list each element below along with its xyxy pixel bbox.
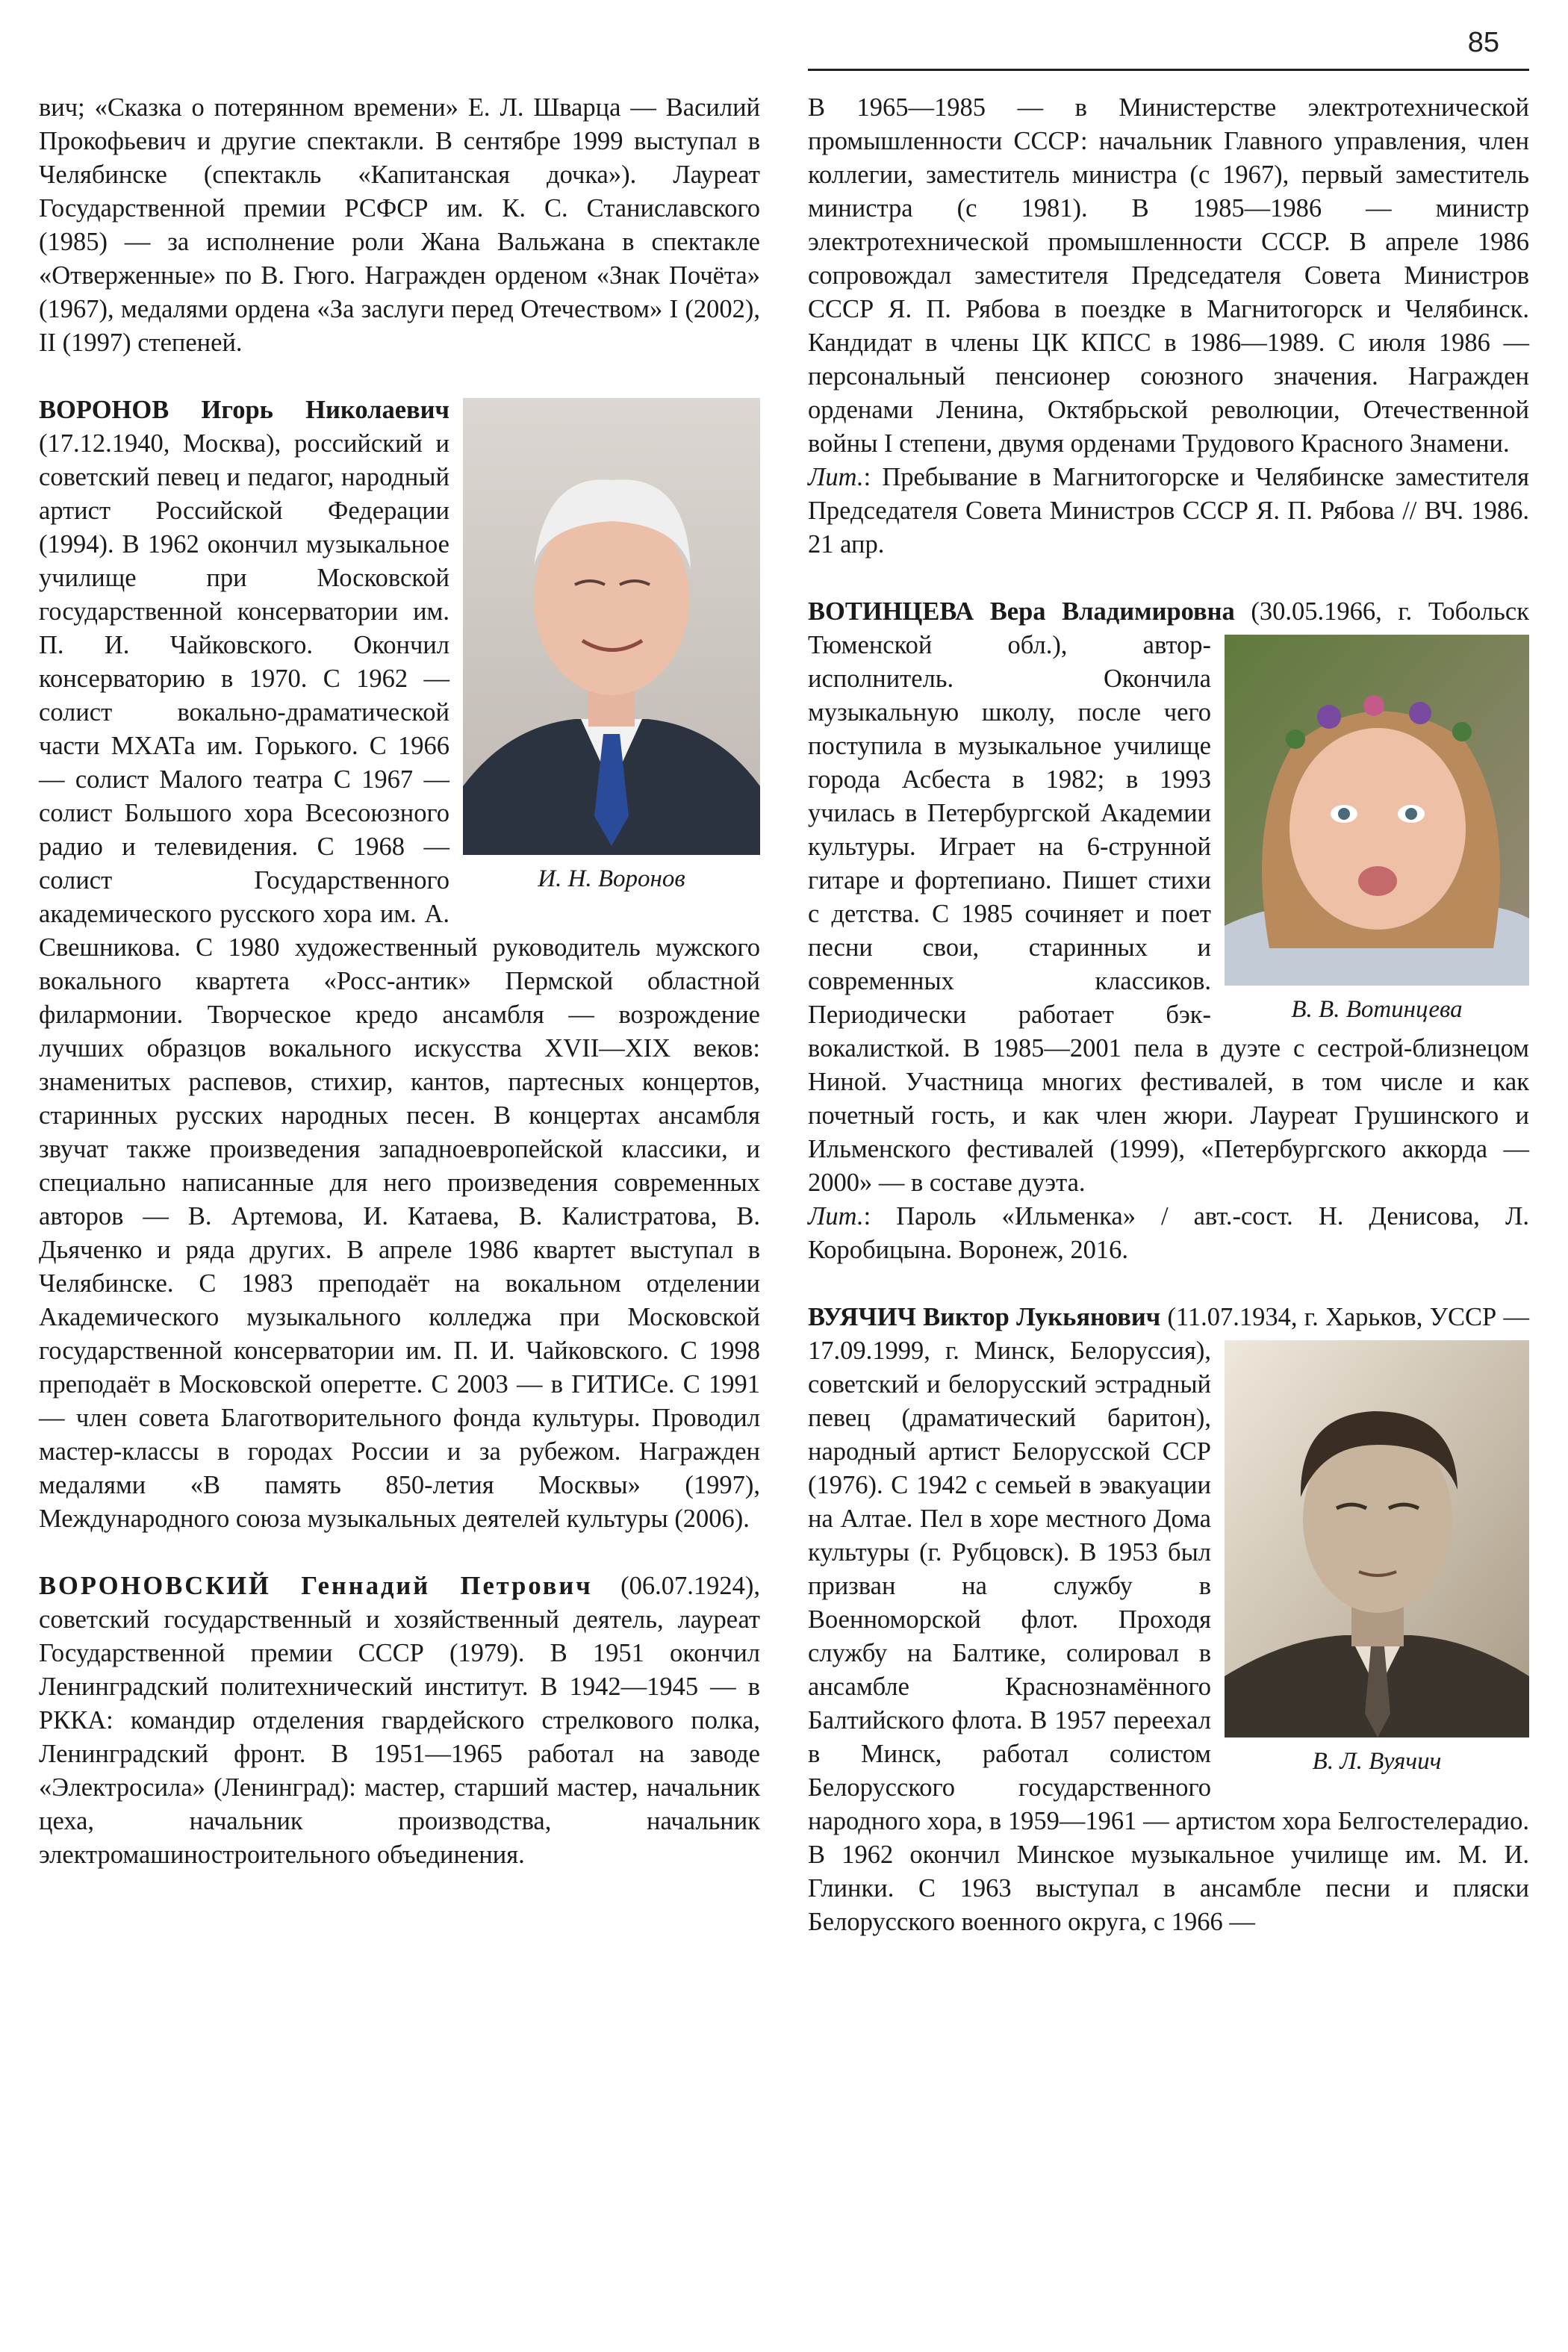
vuyachich-paragraph — [808, 1301, 1529, 1939]
caption-vuyachich: В. Л. Вуячич — [1312, 1748, 1442, 1775]
votintseva-text: (30.05.1966, г. Тобольск В. В. Вотинцева Тюменской обл.), автор-исполнитель. Окончила музыкальную школу, после чего поступила в музыкальное училище города Асбеста в 1982; в 1993 училась в Петербургской Академии культуры. Играет на 6-струнной гитаре и фортепиано. Пишет стихи с детства. С 1985 сочиняет и поет песни свои, старинных и современных классиков. Периодически работает бэк-вокалисткой. В 1985—2001 пела в дуэте с сестрой-близнецом Ниной. Участница многих фестивалей, в том числе и как почетный гость, и как член жюри. Лауреат Грушинского и Ильменского фестивалей (1999), «Петербургского аккорда — 2000» — в составе дуэта. — [808, 597, 1529, 1197]
voronovsky-text: (06.07.1924), советский государственный и хозяйственный деятель, лауреат Государственной премии СССР (1979). В 1951 окончил Ленинградский политехнический институт. В 1942—1945 — в РККА: командир отделения гвардейского стрелкового полка, Ленинградский фронт. В 1951—1965 работал на заводе «Электросила» (Ленинград): мастер, старший мастер, начальник цеха, начальник производства, начальник электромашиностроительного объединения. — [39, 1572, 761, 1869]
votintseva-paragraph — [808, 595, 1529, 1200]
continuation-paragraph-right: В 1965—1985 — в Министерстве электротехнической промышленности СССР: начальник Главного управления, член коллегии, заместитель министра (с 1967), первый заместитель министра (с 1981). В 1985—1986 — министр электротехнической промышленности СССР. В апреле 1986 сопровождал заместителя Председателя Совета Министров СССР Я. П. Рябова в поездке в Магнитогорск и Челябинск. Кандидат в члены ЦК КПСС в 1986—1989. С июля 1986 — персональный пенсионер союзного значения. Награжден орденами Ленина, Октябрьской революции, Отечественной войны I степени, двумя орденами Трудового Красного Знамени. — [808, 93, 1529, 458]
header-rule — [808, 69, 1529, 71]
voronov-name: ВОРОНОВ Игорь Николаевич — [39, 396, 449, 424]
voronovsky-paragraph — [39, 1569, 760, 1872]
photo-voronov — [463, 398, 760, 855]
figure-votintseva — [1225, 635, 1529, 1026]
literature-label: Лит. — [808, 463, 864, 491]
entry-votintseva — [808, 595, 1529, 1267]
voronovsky-name: ВОРОНОВСКИЙ Геннадий Петрович — [39, 1572, 593, 1600]
votintseva-name: ВОТИНЦЕВА Вера Владимировна — [808, 597, 1235, 626]
photo-vuyachich — [1225, 1340, 1529, 1737]
literature-text: : Пребывание в Магнитогорске и Челябинске заместителя Председателя Совета Министров СССР Я. П. Рябова // ВЧ. 1986. 21 апр. — [808, 463, 1529, 559]
caption-votintseva: В. В. Вотинцева — [1291, 996, 1463, 1023]
figure-vuyachich — [1225, 1340, 1529, 1778]
entry-vuyachich — [808, 1301, 1529, 1939]
literature-text: : Пароль «Ильменка» / авт.-сост. Н. Денисова, Л. Коробицына. Воронеж, 2016. — [808, 1202, 1529, 1264]
caption-voronov: И. Н. Воронов — [538, 865, 685, 892]
voronov-text: (17.12.1940, Москва), российский и советский певец и педагог, народный артист Российской Федерации (1994). В 1962 окончил музыкальное училище при Московской государственной консерватории им. П. И. Чайковского. Окончил консерваторию в 1970. С 1962 — солист вокально-драматической части МХАТа им. Горького. С 1966 — солист Малого театра С 1967 — солист Большого хора Всесоюзного радио и телевидения. С 1968 — солист Государственного академического русского хора им. А. Свешникова. С 1980 художественный руководитель мужского вокального квартета «Росс-антик» Пермской областной филармонии. Творческое кредо ансамбля — возрождение лучших образцов вокального искусства XVII—XIX веков: знаменитых распевов, стихир, кантов, партесных концертов, старинных русских народных песен. В концертах ансамбля звучат также произведения западноевропейской классики, и специально написанные для него произведения современных авторов — В. Артемова, И. Катаева, В. Калистратова, В. Дьяченко и ряда других. В апреле 1986 квартет выступал в Челябинске. С 1983 преподаёт на вокальном отделении Академического музыкального колледжа при Московской государственной консерватории им. П. И. Чайковского. С 1998 преподаёт в Московской оперетте. С 2003 — в ГИТИСе. С 1991 — член совета Благотворительного фонда культуры. Проводил мастер-классы в городах России и за рубежом. Награжден медалями «В память 850-летия Москвы» (1997), Международного союза музыкальных деятелей культуры (2006). — [39, 429, 760, 1533]
vuyachich-name: ВУЯЧИЧ Виктор Лукьянович — [808, 1303, 1161, 1331]
right-column — [808, 91, 1529, 1939]
vuyachich-text: (11.07.1934, г. Харьков, УССР — В. Л. Вуячич 17.09.1999, г. Минск, Белоруссия), советский и белорусский эстрадный певец (драматический баритон), народный артист Белорусской ССР (1976). С 1942 с семьей в эвакуации на Алтае. Пел в хоре местного Дома культуры (г. Рубцовск). В 1953 был призван на службу в Военноморской флот. Проходя службу на Балтике, солировал в ансамбле Краснознамённого Балтийского флота. В 1957 переехал в Минск, работал солистом Белорусского государственного народного хора, в 1959—1961 — артистом хора Белгостелерадио. В 1962 окончил Минское музыкальное училище им. М. И. Глинки. С 1963 выступал в ансамбле песни и пляски Белорусского военного округа, с 1966 — — [808, 1303, 1529, 1936]
page-number: 85 — [1467, 27, 1499, 58]
literature-voronovsky — [808, 461, 1529, 561]
continuation-paragraph: вич; «Сказка о потерянном времени» Е. Л. Шварца — Василий Прокофьевич и другие спектакли. В сентябре 1999 выступал в Челябинске (спектакль «Капитанская дочка»). Лауреат Государственной премии РСФСР им. К. С. Станиславского (1985) — за исполнение роли Жана Вальжана в спектакле «Отверженные» по В. Гюго. Награжден орденом «Знак Почёта» (1967), медалями ордена «За заслуги перед Отечеством» I (2002), II (1997) степеней. — [39, 93, 760, 357]
entry-voronov — [39, 393, 760, 1536]
left-column — [39, 91, 760, 1872]
literature-label: Лит. — [808, 1202, 864, 1231]
figure-voronov — [463, 398, 760, 895]
literature-votintseva — [808, 1200, 1529, 1267]
entry-voronovsky — [39, 1569, 760, 1872]
photo-votintseva — [1225, 635, 1529, 986]
